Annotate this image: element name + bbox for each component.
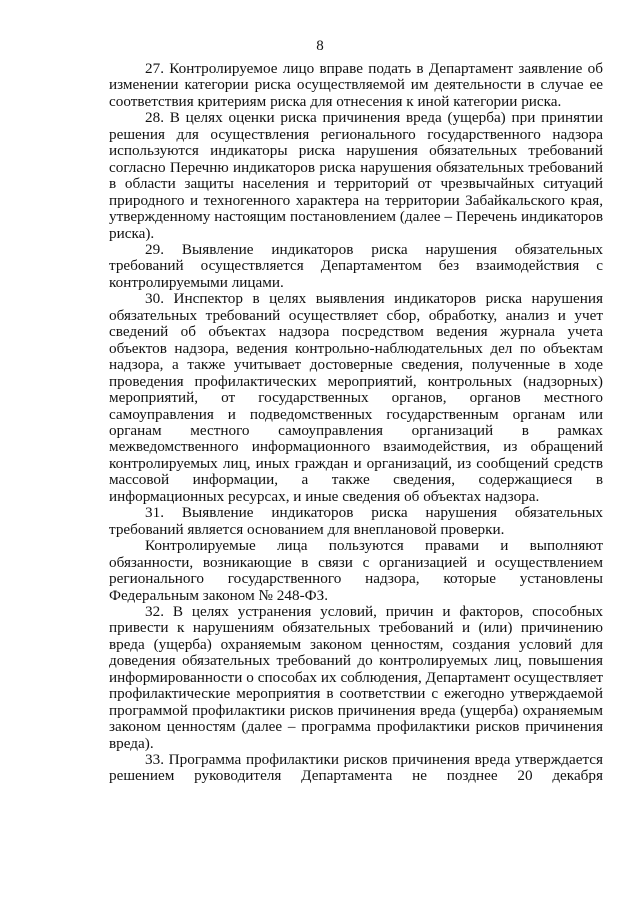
- paragraph-29: 29. Выявление индикаторов риска нарушения обязательных требований осуществляется Департаментом без взаимодействия с контролируемыми лицами.: [109, 240, 603, 291]
- paragraph-31: 31. Выявление индикаторов риска нарушения обязательных требований является основанием для внеплановой проверки.: [109, 504, 603, 538]
- page-number: 8: [316, 38, 324, 54]
- paragraph-30: 30. Инспектор в целях выявления индикаторов риска нарушения обязательных требований осуществляет сбор, обработку, анализ и учет сведений об объектах надзора посредством ведения журнала учета объектов надзора, ведения контрольно-наблюдательных дел по объектам надзора, а также учитывает достоверные сведения, полученные в ходе проведения профилактических мероприятий, контрольных (надзорных) мероприятий, от государственных органов, органов местного самоуправления и подведомственных государственным органам или органам местного самоуправления организаций в рамках межведомственного информационного взаимодействия, из обращений контролируемых лиц, иных граждан и организаций, из сообщений средств массовой информации, а также сведения, содержащиеся в информационных ресурсах, и иные сведения об объектах надзора.: [109, 290, 603, 505]
- paragraph-28: 28. В целях оценки риска причинения вреда (ущерба) при принятии решения для осуществления регионального государственного надзора используются индикаторы риска нарушения обязательных требований согласно Перечню индикаторов риска нарушения обязательных требований в области защиты населения и территорий от чрезвычайных ситуаций природного и техногенного характера на территории Забайкальского края, утвержденному настоящим постановлением (далее – Перечень индикаторов риска).: [109, 109, 603, 242]
- paragraph-33: 33. Программа профилактики рисков причинения вреда утверждается решением руководителя Департамента не позднее 20 декабря: [109, 751, 603, 785]
- paragraph-27: 27. Контролируемое лицо вправе подать в Департамент заявление об изменении категории риска осуществляемой им деятельности в случае ее соответствия критериям риска для отнесения к иной категории риска.: [109, 60, 603, 110]
- paragraph-31-continuation: Контролируемые лица пользуются правами и выполняют обязанности, возникающие в связи с организацией и осуществлением регионального государственного надзора, которые установлены Федеральным законом № 248-ФЗ.: [109, 537, 603, 604]
- paragraph-32: 32. В целях устранения условий, причин и факторов, способных привести к нарушениям обязательных требований и (или) причинению вреда (ущерба) охраняемым законом ценностям, создания условий для доведения обязательных требований до контролируемых лиц, повышения информированности о способах их соблюдения, Департамент осуществляет профилактические мероприятия в соответствии с ежегодно утверждаемой программой профилактики рисков причинения вреда (ущерба) охраняемым законом ценностям (далее – программа профилактики рисков причинения вреда).: [109, 602, 603, 752]
- document-body: [109, 61, 603, 785]
